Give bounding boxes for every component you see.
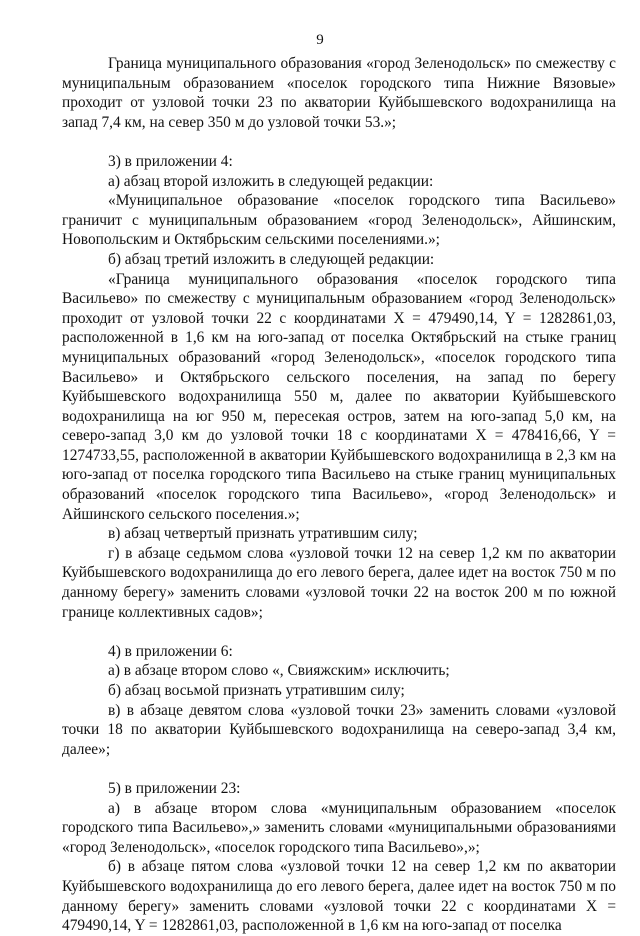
paragraph: «Муниципальное образование «поселок городского типа Васильево» граничит с муниципальным образованием «город Зеленодольск», Айшинским, Новопольским и Октябрьским сельскими поселениями.»;: [62, 192, 616, 249]
paragraph: б) абзац третий изложить в следующей редакции:: [108, 250, 435, 268]
paragraph: 5) в приложении 23:: [108, 779, 241, 797]
paragraph: 3) в приложении 4:: [108, 152, 233, 170]
paragraph: а) в абзаце втором слова «муниципальным образованием «поселок городского типа Васильево»,» заменить словами «муниципальными образованиями «город Зеленодольск», «поселок городского типа Васильево»,»;: [62, 799, 616, 856]
paragraph: в) абзац четвертый признать утратившим силу;: [108, 525, 418, 543]
paragraph: а) абзац второй изложить в следующей редакции:: [108, 172, 434, 190]
page-number: 9: [316, 32, 324, 48]
paragraph: б) в абзаце пятом слова «узловой точки 12 на север 1,2 км по акватории Куйбышевского водохранилища до его левого берега, далее идет на восток 750 м по данному берегу» заменить словами «узловой точки 22 с координатами X = 479490,14, Y = 1282861,03, расположенной в 1,6 км на юго-запад от поселка: [62, 858, 616, 935]
paragraph: б) абзац восьмой признать утратившим силу;: [108, 682, 405, 699]
paragraph: в) в абзаце девятом слова «узловой точки 23» заменить словами «узловой точки 18 по акватории Куйбышевского водохранилища на северо-запад 3,4 км, далее»;: [62, 701, 616, 758]
document-body: [62, 54, 616, 936]
paragraph: 4) в приложении 6:: [108, 642, 233, 660]
paragraph: а) в абзаце втором слово «, Свияжским» исключить;: [108, 662, 450, 680]
paragraph: Граница муниципального образования «город Зеленодольск» по смежеству с муниципальным образованием «поселок городского типа Нижние Вязовые» проходит от узловой точки 23 по акватории Куйбышевского водохранилища на запад 7,4 км, на север 350 м до узловой точки 53.»;: [62, 55, 616, 131]
paragraph: г) в абзаце седьмом слова «узловой точки 12 на север 1,2 км по акватории Куйбышевского водохранилища до его левого берега, далее идет на восток 750 м по данному берегу» заменить словами «узловой точки 22 на восток 200 м по южной границе коллективных садов»;: [62, 544, 616, 621]
paragraph: «Граница муниципального образования «поселок городского типа Васильево» по смежеству с муниципальным образованием «город Зеленодольск» проходит от узловой точки 22 с координатами X = 479490,14, Y = 1282861,03, расположенной в 1,6 км на юго-запад от поселка Октябрьский на стыке границ муниципальных образований «город Зеленодольск», «поселок городского типа Васильево» и Октябрьского сельского поселения, на запад по берегу Куйбышевского водохранилища 550 м, далее по акватории Куйбышевского водохранилища на юг 950 м, пересекая остров, затем на юго-запад 5,0 км, на северо-запад 3,0 км до узловой точки 18 с координатами X = 478416,66, Y = 1274733,55, расположенной в акватории Куйбышевского водохранилища в 2,3 км на юго-запад от поселка городского типа Васильево на стыке границ муниципальных образований «поселок городского типа Васильево», «город Зеленодольск» и Айшинского сельского поселения.»;: [62, 270, 616, 523]
